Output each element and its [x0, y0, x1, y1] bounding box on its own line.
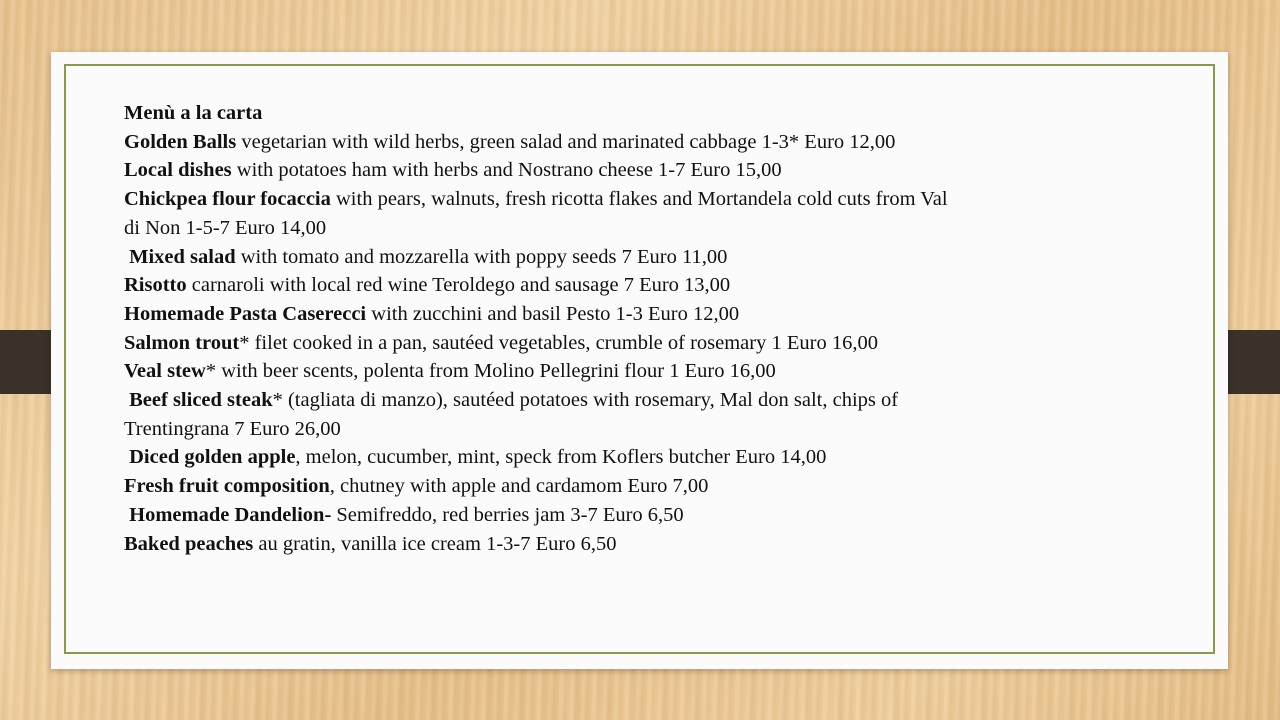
- dish-name: Diced golden apple: [124, 446, 296, 469]
- dish-description: * (tagliata di manzo), sautéed potatoes with rosemary, Mal don salt, chips of Trentingrana 7 Euro 26,00: [124, 389, 903, 440]
- dish-name: Fresh fruit composition: [124, 475, 330, 498]
- dish-name: Chickpea flour focaccia: [124, 188, 331, 211]
- menu-item: [124, 128, 954, 157]
- menu-item: [124, 185, 954, 242]
- menu-title: Menù a la carta: [124, 102, 263, 124]
- dish-description: , chutney with apple and cardamom Euro 7,00: [329, 475, 709, 498]
- dish-name: Veal stew: [124, 360, 206, 383]
- dish-description: with zucchini and basil Pesto 1-3 Euro 12,00: [366, 302, 740, 325]
- dish-description: with tomato and mozzarella with poppy seeds 7 Euro 11,00: [235, 245, 728, 268]
- menu-item: [124, 501, 954, 530]
- dish-name: Mixed salad: [124, 245, 236, 268]
- menu-item: [124, 357, 954, 386]
- menu-item: [124, 156, 954, 185]
- dish-name: Homemade Pasta Caserecci: [124, 302, 367, 325]
- menu-item: [124, 443, 954, 472]
- menu-item: [124, 530, 954, 559]
- dish-description: Semifreddo, red berries jam 3-7 Euro 6,50: [331, 503, 684, 526]
- menu-item: [124, 243, 954, 272]
- dish-description: carnaroli with local red wine Teroldego and sausage 7 Euro 13,00: [186, 274, 731, 297]
- menu-list: [124, 99, 954, 558]
- dish-name: Baked peaches: [124, 532, 254, 555]
- dish-name: Salmon trout: [124, 331, 240, 354]
- dish-name: Beef sliced steak: [124, 389, 273, 412]
- dish-description: , melon, cucumber, mint, speck from Koflers butcher Euro 14,00: [295, 446, 827, 469]
- menu-item: [124, 386, 954, 443]
- dish-name: Golden Balls: [124, 130, 237, 153]
- dish-description: with potatoes ham with herbs and Nostrano cheese 1-7 Euro 15,00: [231, 159, 782, 182]
- dish-description: au gratin, vanilla ice cream 1-3-7 Euro 6,50: [253, 532, 617, 555]
- dish-name: Risotto: [124, 274, 187, 297]
- dish-description: with pears, walnuts, fresh ricotta flakes and Mortandela cold cuts from Val di Non 1-5-7 Euro 14,00: [124, 188, 948, 239]
- dish-name: Local dishes: [124, 159, 232, 182]
- dish-description: * with beer scents, polenta from Molino Pellegrini flour 1 Euro 16,00: [205, 360, 776, 383]
- dish-name: Homemade Dandelion-: [124, 503, 332, 526]
- dish-description: vegetarian with wild herbs, green salad and marinated cabbage 1-3* Euro 12,00: [236, 130, 896, 153]
- menu-item: [124, 329, 954, 358]
- menu-item: [124, 271, 954, 300]
- menu-item: [124, 300, 954, 329]
- dish-description: * filet cooked in a pan, sautéed vegetables, crumble of rosemary 1 Euro 16,00: [239, 331, 878, 354]
- menu-item: [124, 472, 954, 501]
